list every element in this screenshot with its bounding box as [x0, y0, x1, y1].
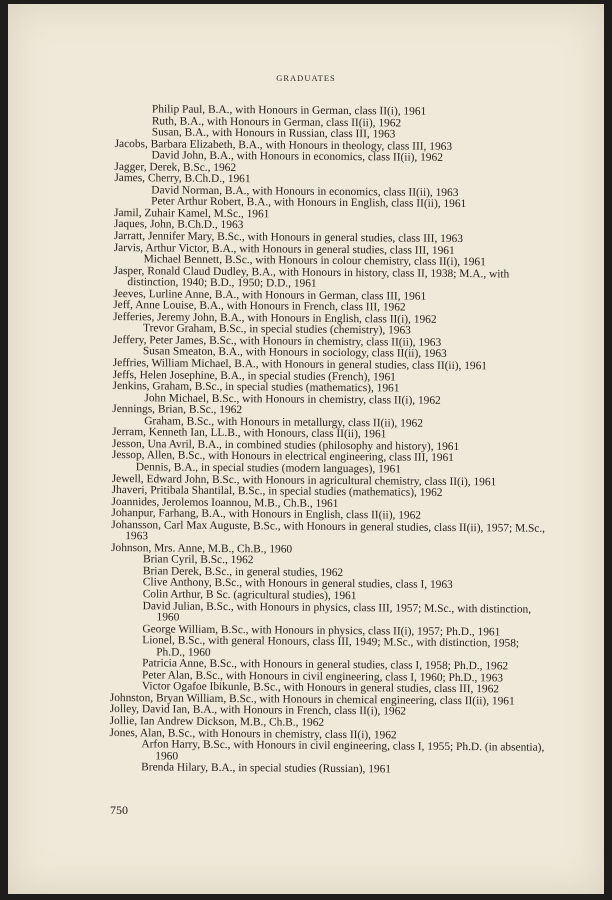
list-item: David John, B.A., with Honours in economics, class II(ii), 1962 — [151, 149, 443, 165]
list-item: Brian Cyril, B.Sc., 1962 — [142, 553, 254, 567]
list-item: Johanpur, Farhang, B.A., with Honours in English, class II(ii), 1962 — [111, 507, 422, 522]
list-item: Joannides, Jerolemos Ioannou, M.B., Ch.B., 1961 — [111, 495, 339, 510]
list-item: Jesson, Una Avril, B.A., in combined studies (philosophy and history), 1961 — [111, 437, 460, 453]
list-item: Jeff, Anne Louise, B.A., with Honours in French, class III, 1962 — [113, 299, 406, 314]
list-item: John Michael, B.Sc., with Honours in chemistry, class II(i), 1962 — [144, 391, 441, 407]
list-item: David Norman, B.A., with Honours in economics, class II(ii), 1963 — [151, 184, 459, 199]
list-item: Victor Ogafoe Ibikunle, B.Sc., with Honours in general studies, class III, 1962 — [141, 680, 500, 696]
list-item: Graham, B.Sc., with Honours in metallurgy, class II(ii), 1962 — [144, 415, 423, 430]
list-item: Jerram, Kenneth Ian, LL.B., with Honours, class II(ii), 1961 — [112, 426, 387, 441]
document-page — [8, 4, 604, 894]
list-item: Jarvis, Arthur Victor, B.A., with Honours in general studies, class III, 1961 — [113, 241, 455, 257]
list-item: Jeffs, Helen Josephine, B.A., in special studies (French), 1961 — [112, 368, 396, 384]
list-item: Susan Smeaton, B.A., with Honours in sociology, class II(ii), 1963 — [142, 345, 447, 361]
list-item: Jessop, Allen, B.Sc., with Honours in electrical engineering, class III, 1961 — [111, 449, 454, 465]
list-item: Ruth, B.A., with Honours in German, class II(ii), 1962 — [151, 114, 402, 130]
list-item: Philip Paul, B.A., with Honours in German, class II(i), 1961 — [151, 103, 427, 118]
list-item: Arfon Harry, B.Sc., with Honours in civil engineering, class I, 1955; Ph.D. (in absentia), 1960 — [141, 738, 545, 763]
list-item: Peter Alan, B.Sc., with Honours in civil engineering, class I, 1960; Ph.D., 1963 — [141, 669, 504, 685]
list-item: Brenda Hilary, B.A., in special studies (Russian), 1961 — [141, 761, 392, 776]
list-item: Susan, B.A., with Honours in Russian, class III, 1963 — [151, 126, 396, 141]
list-item: Clive Anthony, B.Sc., with Honours in general studies, class I, 1963 — [142, 576, 453, 592]
list-item: James, Cherry, B.Ch.D., 1961 — [114, 172, 251, 186]
list-item: Jaques, John, B.Ch.D., 1963 — [113, 218, 244, 232]
list-item: Johnston, Bryan William, B.Sc., with Honours in chemical engineering, class II(ii), 1961 — [109, 691, 515, 708]
running-header: GRADUATES — [276, 73, 336, 83]
list-item: Colin Arthur, B Sc. (agricultural studies), 1961 — [142, 588, 357, 603]
list-item: Jeeves, Lurline Anne, B.A., with Honours in German, class III, 1961 — [113, 287, 427, 303]
list-item: Brian Derek, B.Sc., in general studies, 1962 — [142, 565, 344, 579]
list-item: Trevor Graham, B.Sc., in special studies (chemistry), 1963 — [142, 322, 411, 337]
list-item: Jacobs, Barbara Elizabeth, B.A., with Honours in theology, class III, 1963 — [114, 137, 453, 153]
list-item: Jasper, Ronald Claud Dudley, B.A., with Honours in history, class II, 1938; M.A., with distinction, 1940; B.D., 1950; D.D., 1961 — [113, 264, 510, 290]
list-item: Michael Bennett, B.Sc., with Honours in colour chemistry, class II(i), 1961 — [143, 253, 486, 269]
list-item: David Julian, B.Sc., with Honours in physics, class III, 1957; M.Sc., with distinction, 1960 — [142, 599, 532, 624]
list-item: George William, B.Sc., with Honours in physics, class II(i), 1957; Ph.D., 1961 — [142, 622, 501, 638]
list-item: Jennings, Brian, B.Sc., 1962 — [112, 403, 243, 417]
list-item: Johnson, Mrs. Anne, M.B., Ch.B., 1960 — [111, 541, 293, 556]
list-item: Jamil, Zuhair Kamel, M.Sc., 1961 — [113, 206, 270, 221]
list-item: Peter Arthur Robert, B.A., with Honours in English, class II(ii), 1961 — [151, 195, 467, 211]
list-item: Jeffery, Peter James, B.Sc., with Honours in chemistry, class II(ii), 1963 — [112, 333, 442, 349]
list-item: Jeffries, William Michael, B.A., with Honours in general studies, class II(ii), 1961 — [112, 357, 488, 373]
list-item: Johansson, Carl Max Auguste, B.Sc., with Honours in general studies, class II(ii), 1957; M.Sc., 1963 — [111, 518, 546, 543]
list-item: Jewell, Edward John, B.Sc., with Honours in agricultural chemistry, class II(i), 1961 — [111, 472, 497, 488]
list-item: Jarratt, Jennifer Mary, B.Sc., with Honours in general studies, class III, 1963 — [113, 230, 464, 246]
list-item: Dennis, B.A., in special studies (modern languages), 1961 — [135, 461, 401, 476]
list-item: Jefferies, Jeremy John, B.A., with Honours in English, class II(i), 1962 — [113, 310, 437, 326]
list-item: Jollie, Ian Andrew Dickson, M.B., Ch.B., 1962 — [109, 714, 325, 729]
page-number: 750 — [110, 803, 128, 817]
list-item: Patricia Anne, B.Sc., with Honours in general studies, class I, 1958; Ph.D., 1962 — [142, 657, 509, 673]
graduates-list — [109, 104, 555, 778]
list-item: Lionel, B.Sc., with general Honours, class III, 1949; M.Sc., with distinction, 1958; Ph.D., 1960 — [142, 634, 520, 659]
list-item: Jagger, Derek, B.Sc., 1962 — [114, 160, 237, 174]
list-item: Jones, Alan, B.Sc., with Honours in chemistry, class II(i), 1962 — [109, 726, 397, 742]
list-item: Jhaveri, Pritibala Shantilal, B.Sc., in special studies (mathematics), 1962 — [111, 484, 443, 499]
list-item: Jolley, David Ian, B.A., with Honours in French, class II(i), 1962 — [109, 703, 407, 719]
list-item: Jenkins, Graham, B.Sc., in special studies (mathematics), 1961 — [112, 380, 400, 395]
